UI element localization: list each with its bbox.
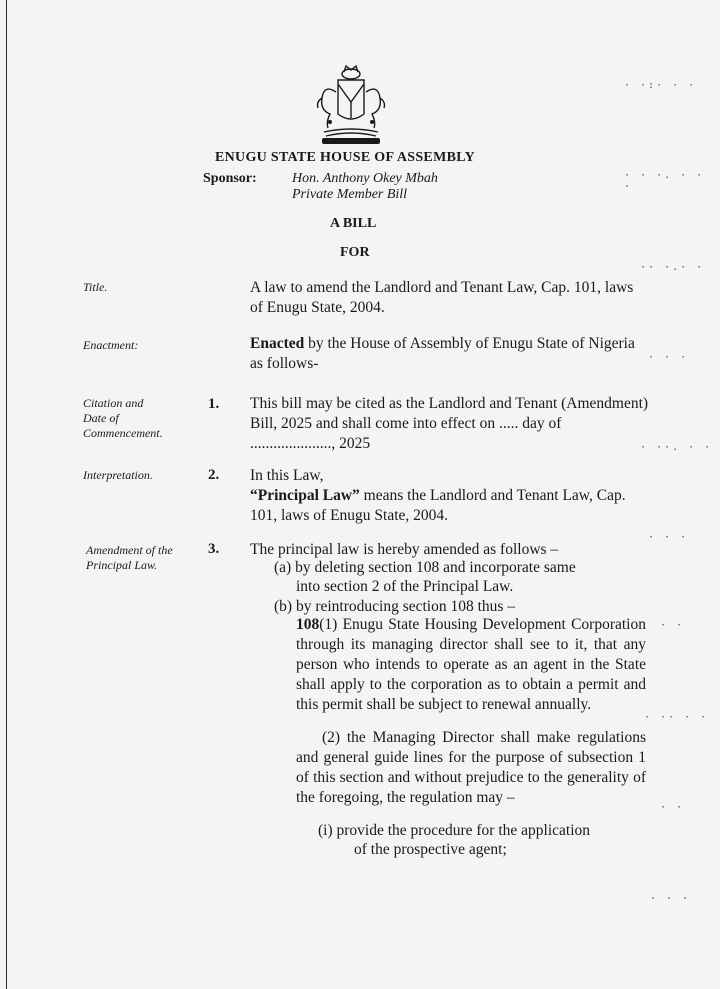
margin-note-interpretation: Interpretation. bbox=[83, 468, 153, 482]
clause-a-continuation: into section 2 of the Principal Law. bbox=[296, 578, 514, 595]
margin-note-citation bbox=[83, 396, 198, 441]
enacted-bold: Enacted bbox=[250, 335, 305, 352]
enactment-text bbox=[250, 334, 650, 374]
scan-artifact: ·· ·.· · bbox=[640, 262, 705, 273]
section-number-2: 2. bbox=[208, 467, 220, 483]
sponsor-label: Sponsor: bbox=[203, 171, 257, 186]
clause-b: (b) by reintroducing section 108 thus – bbox=[274, 598, 516, 615]
scan-artifact: · · bbox=[660, 620, 685, 631]
citation-note-line: Citation and bbox=[83, 396, 144, 410]
margin-note-enactment: Enactment: bbox=[83, 338, 139, 352]
clause-i: (i) provide the procedure for the application bbox=[318, 822, 590, 839]
title-text: A law to amend the Landlord and Tenant Law, Cap. 101, laws of Enugu State, 2004. bbox=[250, 279, 634, 316]
scan-artifact: · ·· · · bbox=[644, 712, 709, 723]
enactment-rest: by the House of Assembly of Enugu State of Nigeria as follows- bbox=[250, 335, 635, 372]
scan-artifact: · · · bbox=[648, 352, 689, 363]
interpretation-block bbox=[250, 466, 650, 526]
section-108-2: (2) the Managing Director shall make regulations and general guide lines for the purpose of subsection 1 of this section and without prejudice to the generality of the foregoing, the regulation may – bbox=[296, 729, 646, 806]
scan-artifact: · · bbox=[660, 802, 685, 813]
scan-artifact: · · · bbox=[650, 893, 691, 904]
citation-note-line: Commencement. bbox=[83, 426, 163, 440]
section-108-1-text: (1) Enugu State Housing Development Corporation through its managing director shall see to it, that any person who intends to operate as an agent in the State shall apply to the corporation as to obtain a permit and this permit shall be subject to renewal annually. bbox=[296, 616, 646, 713]
scan-artifact: · ··. · · bbox=[640, 442, 713, 453]
principal-law-definition bbox=[250, 486, 650, 526]
bill-heading: A BILL bbox=[330, 216, 377, 231]
interpretation-intro: In this Law, bbox=[250, 467, 324, 484]
principal-law-term: “Principal Law” bbox=[250, 487, 360, 504]
scan-artifact: · ·:· · · bbox=[624, 80, 697, 91]
amendment-note-line: Principal Law. bbox=[86, 558, 158, 572]
principal-law-meaning: means the Landlord and Tenant Law, Cap. 101, laws of Enugu State, 2004. bbox=[250, 487, 626, 524]
scan-artifact: · · ·. · · · bbox=[624, 170, 705, 192]
clause-a: (a) by deleting section 108 and incorporate same bbox=[274, 559, 576, 576]
margin-note-amendment bbox=[86, 543, 201, 573]
amendment-note-line: Amendment of the bbox=[86, 543, 173, 557]
section-number-1: 1. bbox=[208, 396, 220, 412]
sponsor-type: Private Member Bill bbox=[292, 187, 408, 202]
coat-of-arms-emblem bbox=[308, 62, 394, 150]
amendment-intro: The principal law is hereby amended as follows – bbox=[250, 541, 559, 558]
citation-note-line: Date of bbox=[83, 411, 119, 425]
margin-note-title: Title. bbox=[83, 280, 108, 294]
section-number-3: 3. bbox=[208, 541, 220, 557]
section-108-1 bbox=[296, 615, 646, 715]
assembly-heading: ENUGU STATE HOUSE OF ASSEMBLY bbox=[215, 150, 475, 165]
sponsor-name: Hon. Anthony Okey Mbah bbox=[292, 171, 438, 186]
page-edge bbox=[6, 0, 7, 989]
section-108-number: 108 bbox=[296, 616, 320, 633]
scan-artifact: · · · bbox=[648, 532, 689, 543]
clause-i-continuation: of the prospective agent; bbox=[354, 841, 507, 858]
for-heading: FOR bbox=[340, 245, 370, 260]
citation-text: This bill may be cited as the Landlord and Tenant (Amendment) Bill, 2025 and shall come into effect on ..... day of ....................., 2025 bbox=[250, 395, 649, 452]
